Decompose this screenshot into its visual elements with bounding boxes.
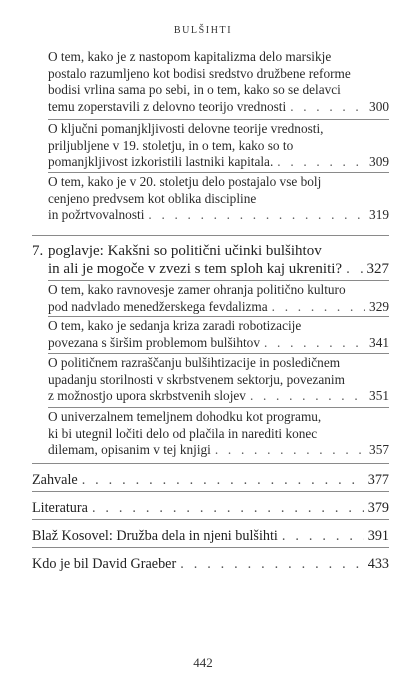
toc-entry-line: O univerzalnem temeljnem dohodku kot programu, [48, 409, 322, 424]
toc-entry-line: postalo razumljeno kot bodisi sredstvo družbene reforme [48, 65, 351, 81]
chapter-number: 7. [32, 243, 44, 259]
dot-leader [282, 527, 364, 545]
divider [32, 235, 389, 236]
toc-entry-line: bodisi vrlina sama po sebi, in o tem, kako so se delavci [48, 82, 341, 97]
toc-entry[interactable] [48, 174, 389, 224]
toc-entry-line: upadanju storilnosti v skrbstvenem sektorju, povezanim [48, 371, 345, 387]
toc-entry-bibliography[interactable] [32, 499, 389, 517]
page-number: 319 [369, 207, 389, 222]
toc-entry-line: cenjeno predvsem kot oblika discipline [48, 190, 257, 206]
toc-entry-line: povezana s širšim problemom bulšihtov [48, 334, 260, 350]
toc-entry-title: Literatura [32, 500, 88, 516]
toc-entry-line: pomanjkljivost izkoristili lastniki kapitala. [48, 154, 274, 169]
dot-leader [180, 555, 364, 573]
divider [48, 316, 389, 317]
toc-entry[interactable] [48, 282, 389, 315]
toc-entry-line: O ključni pomanjkljivosti delovne teorije vrednosti, [48, 121, 324, 136]
dot-leader [148, 207, 365, 224]
toc-entry-title: Kdo je bil David Graeber [32, 556, 177, 572]
dot-leader [82, 471, 364, 489]
toc-entry-line: ki bi utegnil ločiti delo od plačila in narediti konec [48, 425, 318, 441]
chapter-heading[interactable] [48, 242, 389, 278]
toc-entry-line: priljubljene v 19. stoletju, in o tem, kako so to [48, 137, 294, 153]
chapter-title-line: poglavje: Kakšni so politični učinki bulšihtov [48, 243, 322, 259]
page-number: 357 [369, 442, 389, 457]
divider [48, 353, 389, 354]
divider [48, 407, 389, 408]
page-folio: 442 [193, 655, 213, 670]
dot-leader [290, 99, 365, 116]
toc-entry-line: O tem, kako ravnovesje zamer ohranja politično kulturo [48, 282, 346, 297]
toc-entry-line: O tem, kako je sedanja kriza zaradi robotizacije [48, 318, 302, 333]
divider [32, 491, 389, 492]
toc-entry-line: O tem, kako je v 20. stoletju delo postajalo vse bolj [48, 174, 322, 189]
divider [32, 463, 389, 464]
dot-leader [272, 299, 365, 316]
toc-entry[interactable] [48, 409, 389, 459]
toc-entry[interactable] [48, 49, 389, 115]
dot-leader [250, 388, 365, 405]
dot-leader [264, 335, 365, 352]
running-head: BULŠIHTI [173, 25, 233, 36]
toc-entry-line: O političnem razraščanju bulšihtizacije in posledičnem [48, 355, 341, 370]
toc-entry[interactable] [48, 121, 389, 171]
page-number: 433 [367, 556, 389, 572]
toc-entry-line: temu zoperstavili z delovno teorijo vrednosti [48, 98, 287, 114]
toc-entry-title: Blaž Kosovel: Družba dela in njeni bulšihti [32, 528, 278, 544]
toc-entry-line: O tem, kako je z nastopom kapitalizma delo marsikje [48, 49, 332, 64]
toc-entry-line: dilemam, opisanim v tej knjigi [48, 442, 211, 457]
toc-entry-acknowledgements[interactable] [32, 471, 389, 489]
toc-entry-afterword[interactable] [32, 527, 389, 545]
toc-entry-about-author[interactable] [32, 555, 389, 573]
page-number: 309 [369, 154, 389, 169]
toc-entry[interactable] [48, 318, 389, 351]
page-number: 341 [369, 334, 389, 350]
divider [48, 172, 389, 173]
page-number: 377 [367, 472, 389, 488]
page-number: 351 [369, 388, 389, 403]
dot-leader [215, 442, 365, 459]
divider [32, 547, 389, 548]
page-number: 391 [367, 528, 389, 544]
chapter-title-line: in ali je mogoče v zvezi s tem sploh kaj ukreniti? [48, 261, 343, 277]
divider [32, 519, 389, 520]
toc-entry-line: z možnostjo upora skrbstvenih slojev [48, 388, 246, 403]
toc-entry-line: pod nadvlado menedžerskega fevdalizma [48, 298, 268, 314]
page-number: 327 [366, 261, 389, 277]
page-number: 329 [369, 298, 389, 314]
page-number: 300 [369, 98, 389, 114]
divider [48, 119, 389, 120]
toc-entry-title: Zahvale [32, 472, 78, 488]
toc-entry[interactable] [48, 355, 389, 405]
toc-entry-line: in požrtvovalnosti [48, 207, 145, 222]
dot-leader [92, 499, 364, 517]
dot-leader [346, 260, 362, 278]
divider [48, 280, 389, 281]
page-number: 379 [367, 500, 389, 516]
dot-leader [277, 154, 365, 171]
